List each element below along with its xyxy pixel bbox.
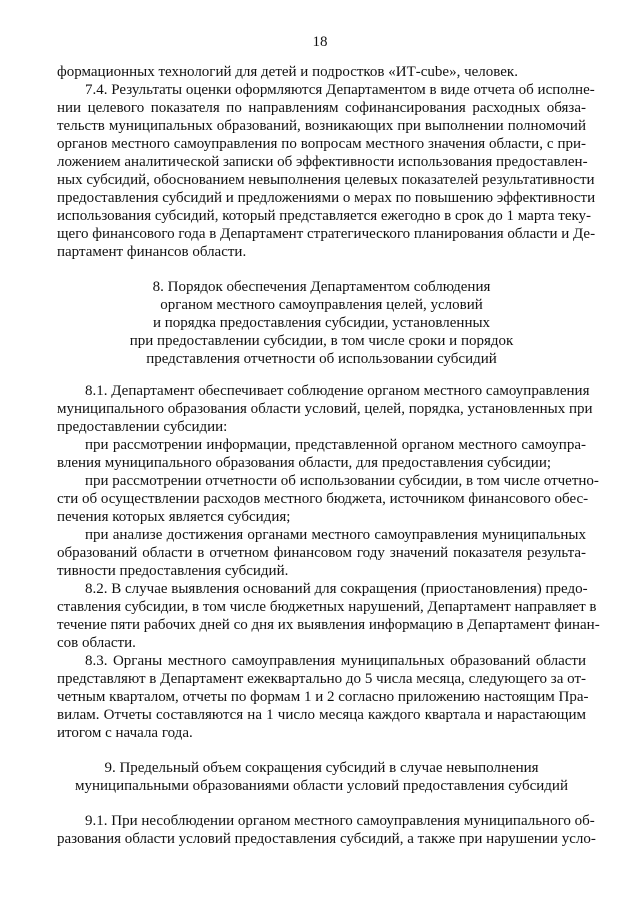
text-line: муниципального образования области условий, целей, порядка, установленных при: [57, 401, 593, 417]
text-line: тельств муниципальных образований, возникающих при выполнении полномочий: [57, 118, 586, 134]
text-line: при рассмотрении отчетности об использовании субсидии, в том числе отчетно-: [85, 473, 599, 489]
text-line: использования субсидий, который представляется ежегодно в срок до 1 марта теку-: [57, 208, 592, 224]
text-line: ложением аналитической записки об эффективности использования предоставлен-: [57, 154, 588, 170]
text-line: 8.1. Департамент обеспечивает соблюдение органом местного самоуправления: [85, 383, 590, 399]
text-line: формационных технологий для детей и подростков «ИТ-cube», человек.: [57, 64, 518, 80]
text-line: при рассмотрении информации, представленной органом местного самоупра-: [85, 437, 586, 453]
text-line: 8.2. В случае выявления оснований для сокращения (приостановления) предо-: [85, 581, 588, 597]
text-line: 8.3. Органы местного самоуправления муниципальных образований области: [85, 653, 586, 669]
heading-line: и порядка предоставления субсидии, установленных: [152, 315, 491, 331]
heading-line: муниципальными образованиями области условий предоставления субсидий: [75, 778, 568, 794]
text-line: течение пяти рабочих дней со дня их выявления информацию в Департамент финан-: [57, 617, 600, 633]
text-line: сов области.: [57, 635, 136, 651]
text-line: итогом с начала года.: [57, 725, 193, 741]
text-line: 7.4. Результаты оценки оформляются Департаментом в виде отчета об исполне-: [85, 82, 595, 98]
heading-line: 9. Предельный объем сокращения субсидий в случае невыполнения: [104, 760, 539, 776]
heading-line: представления отчетности об использовании субсидий: [146, 351, 497, 367]
text-line: печения которых является субсидия;: [57, 509, 291, 525]
text-line: вилам. Отчеты составляются на 1 число месяца каждого квартала и нарастающим: [57, 707, 586, 723]
text-line: щего финансового года в Департамент стратегического планирования области и Де-: [57, 226, 596, 242]
text-line: предоставлении субсидии:: [57, 419, 228, 435]
text-line: при анализе достижения органами местного самоуправления муниципальных: [85, 527, 586, 543]
text-line: 9.1. При несоблюдении органом местного самоуправления муниципального об-: [85, 813, 595, 829]
text-line: органов местного самоуправления по вопросам местного значения области, с при-: [57, 136, 586, 152]
text-line: ных субсидий, обоснованием невыполнения целевых показателей результативности: [57, 172, 595, 188]
text-line: представляют в Департамент ежеквартально до 5 числа месяца, следующего за от-: [57, 671, 586, 687]
text-line: вления муниципального образования области, для предоставления субсидии;: [57, 455, 552, 471]
text-line: четным кварталом, отчеты по формам 1 и 2 согласно приложению настоящим Пра-: [57, 689, 589, 705]
heading-line: органом местного самоуправления целей, условий: [160, 297, 483, 313]
heading-line: 8. Порядок обеспечения Департаментом соблюдения: [152, 279, 491, 295]
text-line: образований области в отчетном финансовом году значений показателя результа-: [57, 545, 586, 561]
text-line: разования области условий предоставления субсидий, а также при нарушении усло-: [57, 831, 596, 847]
text-line: партамент финансов области.: [57, 244, 247, 260]
heading-line: при предоставлении субсидии, в том числе сроки и порядок: [129, 333, 514, 349]
text-line: предоставления субсидий и предложениями о мерах по повышению эффективности: [57, 190, 596, 206]
text-line: ставления субсидии, в том числе бюджетных нарушений, Департамент направляет в: [57, 599, 597, 615]
page-number: 18: [312, 34, 328, 50]
text-line: сти об осуществлении расходов местного бюджета, источником финансового обес-: [57, 491, 589, 507]
text-line: тивности предоставления субсидий.: [57, 563, 289, 579]
text-line: нии целевого показателя по направлениям софинансирования расходных обяза-: [57, 100, 586, 116]
